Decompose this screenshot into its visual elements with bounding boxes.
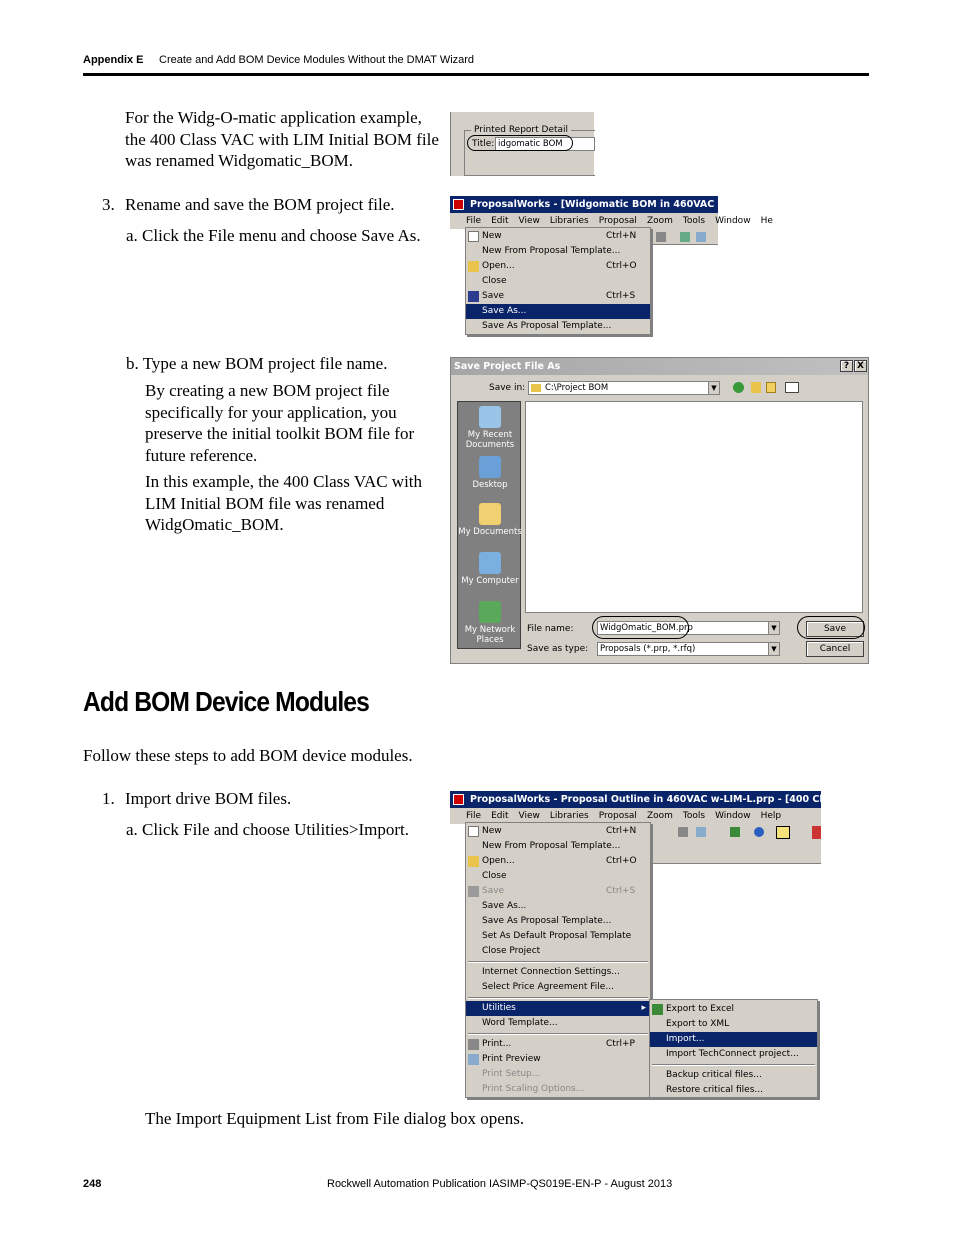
file-menu-screenshot [450, 196, 786, 334]
menu-item-print-preview[interactable]: Print Preview [466, 1052, 650, 1067]
file-dropdown [465, 822, 651, 1098]
exit-icon[interactable] [812, 826, 821, 839]
floppy-icon [468, 291, 479, 302]
section-title: Add BOM Device Modules [83, 686, 369, 717]
menu-item-open[interactable]: Open... Ctrl+O [466, 259, 650, 274]
close-button[interactable]: X [854, 360, 867, 372]
save-type-label: Save as type: [527, 644, 589, 654]
menu-item-utilities[interactable]: Utilities ▸ [466, 1001, 650, 1016]
chevron-down-icon: ▼ [768, 622, 779, 634]
menu-zoom[interactable]: Zoom [646, 811, 673, 821]
save-button[interactable]: Save [806, 621, 864, 637]
my-computer-icon [479, 552, 501, 574]
file-name-input[interactable]: WidgOmatic_BOM.prp ▼ [597, 621, 780, 635]
app-icon [453, 199, 464, 210]
folder-icon [468, 261, 479, 272]
menu-item-price-agreement[interactable]: Select Price Agreement File... [482, 982, 614, 992]
up-folder-icon[interactable] [751, 382, 761, 393]
step3b-para2: In this example, the 400 Class VAC with LIM Initial BOM file was renamed WidgOmatic_BOM. [145, 472, 423, 534]
menu-item-open[interactable]: Open... Ctrl+O [466, 854, 650, 869]
submenu-import[interactable]: Import... [650, 1032, 817, 1047]
menu-tools[interactable]: Tools [682, 216, 706, 226]
cancel-button[interactable]: Cancel [806, 641, 864, 657]
menu-item-save-as-template[interactable]: Save As Proposal Template... [482, 916, 612, 926]
menu-proposal[interactable]: Proposal [598, 811, 637, 821]
report-detail-screenshot [450, 112, 594, 176]
place-desktop[interactable]: Desktop [458, 456, 522, 490]
window-titlebar [450, 791, 928, 808]
window-title: ProposalWorks - [Widgomatic BOM in 460VAC w-LIM-L.prp] [470, 199, 786, 210]
menu-separator [652, 1064, 815, 1066]
menu-item-new-from-template[interactable]: New From Proposal Template... [482, 246, 621, 256]
new-folder-icon[interactable] [766, 382, 776, 393]
menu-item-new-from-template[interactable]: New From Proposal Template... [482, 841, 621, 851]
printer-icon [468, 1039, 479, 1050]
toolbar [650, 229, 718, 245]
folder-icon [468, 856, 479, 867]
menu-item-internet-settings[interactable]: Internet Connection Settings... [482, 967, 620, 977]
place-my-documents[interactable]: My Documents [458, 503, 522, 537]
save-dialog-screenshot [450, 357, 869, 664]
menu-item-save-as-template[interactable]: Save As Proposal Template... [482, 321, 612, 331]
menu-view[interactable]: View [518, 216, 540, 226]
menu-item-print[interactable]: Print... Ctrl+P [466, 1037, 650, 1052]
toolbar [650, 824, 821, 864]
submenu-backup[interactable]: Backup critical files... [666, 1070, 762, 1080]
preview-icon[interactable] [696, 232, 706, 242]
excel-icon[interactable] [730, 827, 740, 837]
step3b-para1: By creating a new BOM project file specifically for your application, you preserve the initial toolkit BOM file for future reference. [145, 381, 415, 465]
place-my-computer[interactable]: My Computer [458, 552, 522, 586]
help-icon[interactable] [754, 827, 764, 837]
menu-item-save-as[interactable]: Save As... [466, 304, 650, 319]
step1-number: 1. [102, 789, 115, 808]
chapter-title: Create and Add BOM Device Modules Without the DMAT Wizard [159, 54, 475, 66]
toolbar-icon [656, 232, 666, 242]
file-name-label: File name: [527, 624, 574, 634]
preview-icon [468, 1054, 479, 1065]
menu-item-close[interactable]: Close [482, 276, 507, 286]
step3-number: 3. [102, 195, 115, 214]
window-titlebar [450, 196, 786, 213]
menu-item-word-template[interactable]: Word Template... [482, 1018, 558, 1028]
save-in-label: Save in: [489, 383, 526, 393]
chevron-down-icon: ▼ [768, 643, 779, 655]
menu-proposal[interactable]: Proposal [598, 216, 637, 226]
submenu-export-excel[interactable]: Export to Excel [650, 1002, 817, 1017]
menu-zoom[interactable]: Zoom [646, 216, 673, 226]
intro-paragraph: For the Widg-O-matic application example, the 400 Class VAC with LIM Initial BOM file was renamed Widgomatic_BOM. [125, 108, 439, 170]
view-menu-icon[interactable] [785, 382, 799, 393]
info-icon[interactable] [776, 826, 790, 839]
app-icon [453, 794, 464, 805]
place-recent[interactable]: My Recent Documents [458, 406, 522, 450]
menu-edit[interactable]: Edit [491, 216, 509, 226]
submenu-restore[interactable]: Restore critical files... [666, 1085, 763, 1095]
menu-libraries[interactable]: Libraries [549, 216, 589, 226]
step3a-text: a. Click the File menu and choose Save As. [126, 226, 421, 245]
menu-file[interactable]: File [466, 216, 482, 226]
print-icon[interactable] [680, 232, 690, 242]
menu-item-save-as[interactable]: Save As... [482, 901, 527, 911]
submenu-export-xml[interactable]: Export to XML [666, 1019, 730, 1029]
save-type-select[interactable]: Proposals (*.prp, *.rfq) ▼ [597, 642, 780, 656]
my-documents-icon [479, 503, 501, 525]
recent-documents-icon [479, 406, 501, 428]
header-rule [83, 73, 869, 76]
desktop-icon [479, 456, 501, 478]
step1-text: Import drive BOM files. [125, 789, 292, 808]
excel-icon [652, 1004, 663, 1015]
file-name-highlight-oval [592, 616, 689, 639]
menu-item-close[interactable]: Close [482, 871, 507, 881]
menu-item-save: Save Ctrl+S [466, 884, 650, 899]
step1-result: The Import Equipment List from File dialog box opens. [145, 1109, 525, 1128]
menu-separator [468, 1033, 648, 1035]
dialog-titlebar [451, 358, 868, 375]
save-in-dropdown[interactable]: C:\Project BOM ▼ [528, 381, 720, 395]
submenu-arrow-icon: ▸ [641, 1003, 646, 1013]
page-number: 248 [83, 1178, 102, 1190]
new-icon [468, 826, 479, 837]
utilities-menu-screenshot [450, 791, 928, 1098]
menu-item-new[interactable]: New Ctrl+N [466, 229, 650, 244]
menu-item-print-setup: Print Setup... [482, 1069, 541, 1079]
window-title: ProposalWorks - Proposal Outline in 460VAC w-LIM-L.prp - [400 Class VAC with LIM In [470, 794, 928, 805]
publication-info: Rockwell Automation Publication IASIMP-QS019E-EN-P - August 2013 [327, 1178, 673, 1190]
folder-icon [531, 384, 541, 392]
menu-help[interactable]: Help [760, 811, 782, 821]
submenu-import-techconnect[interactable]: Import TechConnect project... [666, 1049, 799, 1059]
step3-text: Rename and save the BOM project file. [125, 195, 395, 214]
floppy-icon [468, 886, 479, 897]
title-label: Title: [472, 139, 495, 149]
menu-item-new[interactable]: New Ctrl+N [466, 824, 650, 839]
file-dropdown [465, 227, 651, 335]
network-places-icon [479, 601, 501, 623]
menu-view[interactable]: View [518, 811, 540, 821]
chevron-down-icon: ▼ [708, 382, 719, 394]
preview-icon[interactable] [696, 827, 706, 837]
title-field[interactable]: idgomatic BOM [495, 137, 595, 151]
appendix-label: Appendix E [83, 54, 144, 66]
menu-window[interactable]: Window [715, 811, 751, 821]
menu-item-save[interactable]: Save Ctrl+S [466, 289, 650, 304]
menu-file[interactable]: File [466, 811, 482, 821]
menu-edit[interactable]: Edit [491, 811, 509, 821]
step1a-text: a. Click File and choose Utilities>Import. [126, 820, 409, 839]
help-button[interactable]: ? [840, 360, 853, 372]
file-list[interactable] [525, 401, 863, 613]
menu-tools[interactable]: Tools [682, 811, 706, 821]
menu-libraries[interactable]: Libraries [549, 811, 589, 821]
save-highlight-oval [797, 616, 865, 639]
print-icon[interactable] [678, 827, 688, 837]
place-network[interactable]: My Network Places [458, 601, 522, 645]
dialog-title: Save Project File As [454, 361, 561, 372]
utilities-submenu [649, 999, 818, 1098]
menu-window[interactable]: Window [715, 216, 751, 226]
section-intro: Follow these steps to add BOM device modules. [83, 746, 413, 765]
back-icon[interactable] [733, 382, 744, 393]
step3b-text: b. Type a new BOM project file name. [126, 354, 388, 373]
highlight-oval [467, 135, 573, 151]
menu-item-set-default-template[interactable]: Set As Default Proposal Template [482, 931, 632, 941]
new-icon [468, 231, 479, 242]
menu-separator [468, 961, 648, 963]
menu-separator [468, 997, 648, 999]
places-bar [457, 401, 521, 649]
menu-help[interactable]: He [760, 216, 773, 226]
menu-item-close-project[interactable]: Close Project [482, 946, 541, 956]
group-title: Printed Report Detail [471, 125, 571, 135]
menu-item-print-scaling: Print Scaling Options... [482, 1084, 585, 1094]
